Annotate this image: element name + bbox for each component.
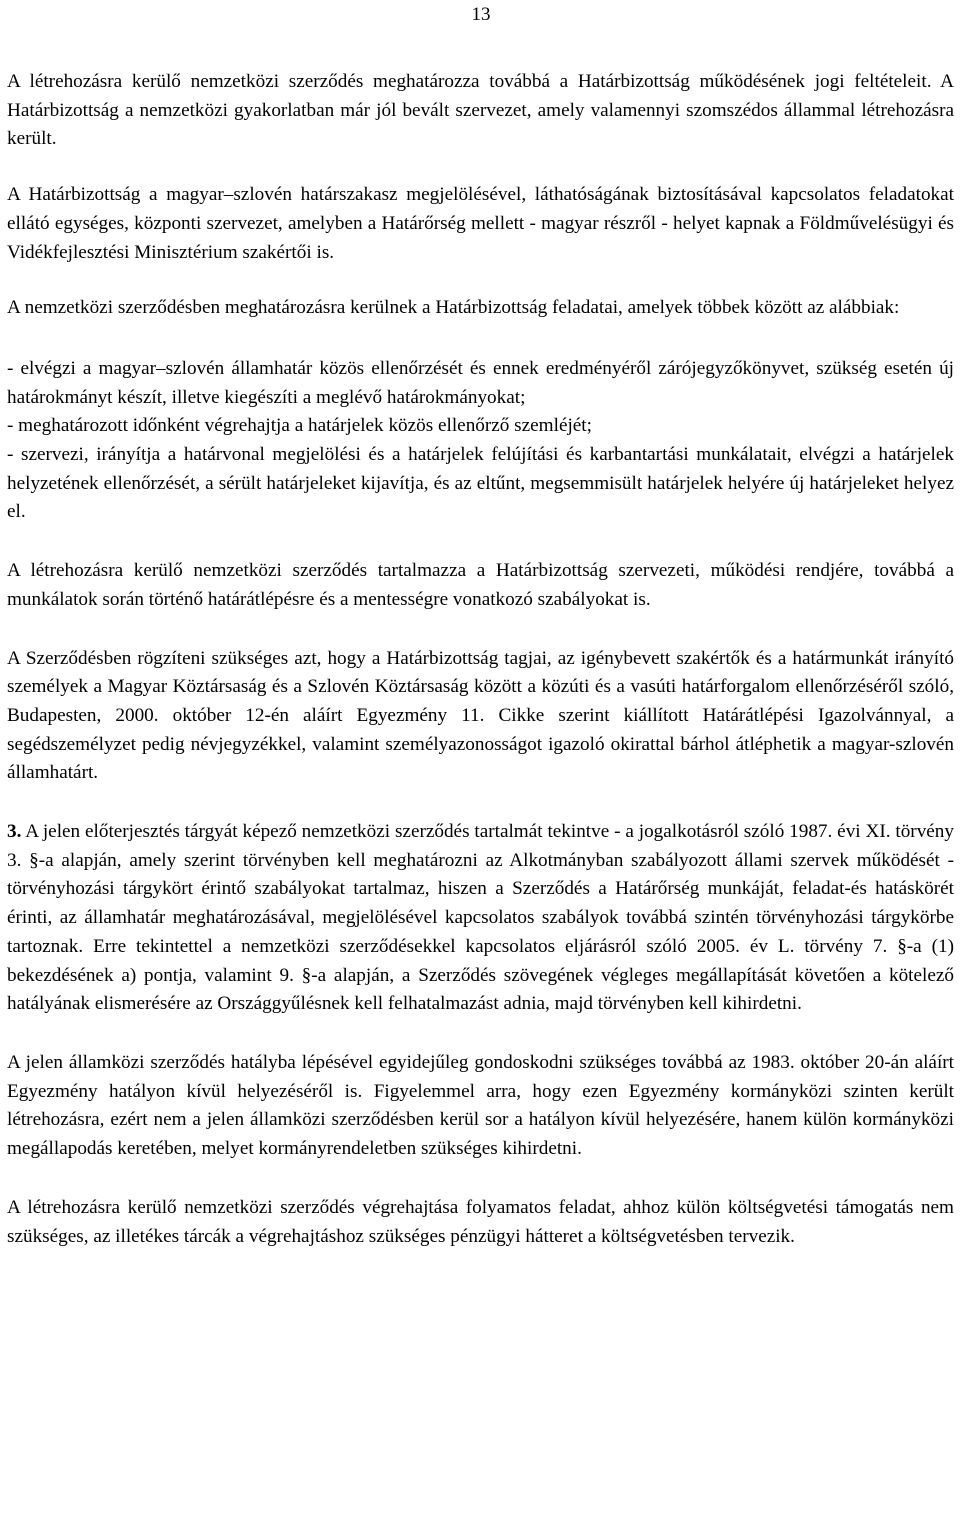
list-item-task-3: - szervezi, irányítja a határvonal megjelölési és a határjelek felújítási és karbantartási munkálatait, elvégzi a határjelek helyzetének ellenőrzését, a sérült határjeleket kijavítja, és az eltűnt, megsemmisült határjelek helyére új határjeleket helyez el. (7, 444, 954, 523)
list-item-task-2: - meghatározott időnként végrehajtja a határjelek közös ellenőrző szemléjét; (7, 415, 592, 437)
paragraph-legislative-basis (7, 818, 954, 1019)
section-number: 3. (7, 821, 22, 843)
paragraph-operating-rules: A létrehozásra kerülő nemzetközi szerződés tartalmazza a Határbizottság szervezeti, működési rendjére, továbbá a munkálatok során történő határátlépésre és a mentességre vonatkozó szabályokat is. (7, 560, 954, 610)
paragraph-committee-organization: A Határbizottság a magyar–szlovén határszakasz megjelölésével, láthatóságának biztosításával kapcsolatos feladatokat ellátó egységes, központi szervezet, amelyben a Határőrség mellett - magyar részről - helyet kapnak a Földművelésügyi és Vidékfejlesztési Minisztérium szakértői is. (7, 184, 954, 263)
paragraph-legislative-basis-text: A jelen előterjesztés tárgyát képező nemzetközi szerződés tartalmát tekintve - a jogalkotásról szóló 1987. évi XI. törvény 3. §-a alapján, amely szerint törvényben kell meghatározni az Alkotmányban szabályozott állami szervek működését - törvényhozási tárgykört érintő szabályokat tartalmaz, hiszen a Szerződés a Határőrség munkáját, feladat-és hatáskörét érinti, az államhatár meghatározásával, megjelölésével kapcsolatos szabályok továbbá szintén törvényhozási tárgykörbe tartoznak. Erre tekintettel a nemzetközi szerződésekkel kapcsolatos eljárásról szóló 2005. év L. törvény 7. §-a (1) bekezdésének a) pontja, valamint 9. §-a alapján, a Szerződés szövegének végleges megállapítását követően a kötelező hatályának elismerésére az Országgyűlésnek kell felhatalmazást adnia, majd törvényben kell kihirdetni. (7, 821, 954, 1015)
page-number: 13 (471, 4, 491, 25)
paragraph-legal-conditions: A létrehozásra kerülő nemzetközi szerződés meghatározza továbbá a Határbizottság működésének jogi feltételeit. A Határbizottság a nemzetközi gyakorlatban már jól bevált szervezet, amely valamennyi szomszédos állammal létrehozásra került. (7, 71, 954, 150)
paragraph-budget: A létrehozásra kerülő nemzetközi szerződés végrehajtása folyamatos feladat, ahhoz külön költségvetési támogatás nem szükséges, az illetékes tárcák a végrehajtáshoz szükséges pénzügyi hátteret a költségvetésben tervezik. (7, 1196, 954, 1247)
list-item-task-1: - elvégzi a magyar–szlovén államhatár közös ellenőrzését és ennek eredményéről zárójegyzőkönyvet, szükség esetén új határokmányt készít, illetve kiegészíti a meglévő határokmányokat; (7, 357, 954, 408)
paragraph-repeal-1983-agreement: A jelen államközi szerződés hatályba lépésével egyidejűleg gondoskodni szükséges továbbá az 1983. október 20-án aláírt Egyezmény hatályon kívül helyezéséről is. Figyelemmel arra, hogy ezen Egyezmény kormányközi szinten került létrehozásra, ezért nem a jelen államközi szerződésben kerül sor a hatályon kívül helyezésére, hanem külön kormányközi megállapodás keretében, melyet kormányrendeletben szükséges kihirdetni. (7, 1051, 954, 1160)
document-body (7, 68, 954, 1251)
paragraph-committee-tasks-intro: A nemzetközi szerződésben meghatározásra kerülnek a Határbizottság feladatai, amelyek többek között az alábbiak: (7, 297, 900, 319)
paragraph-border-crossing: A Szerződésben rögzíteni szükséges azt, hogy a Határbizottság tagjai, az igénybevett szakértők és a határmunkát irányító személyek a Magyar Köztársaság és a Szlovén Köztársaság között a közúti és a vasúti határforgalom ellenőrzéséről szóló, Budapesten, 2000. október 12-én aláírt Egyezmény 11. Cikke szerint kiállított Határátlépési Igazolvánnyal, a segédszemélyzet pedig névjegyzékkel, valamint személyazonosságot igazoló okirattal bárhol átléphetik a magyar-szlovén államhatárt. (7, 647, 954, 784)
